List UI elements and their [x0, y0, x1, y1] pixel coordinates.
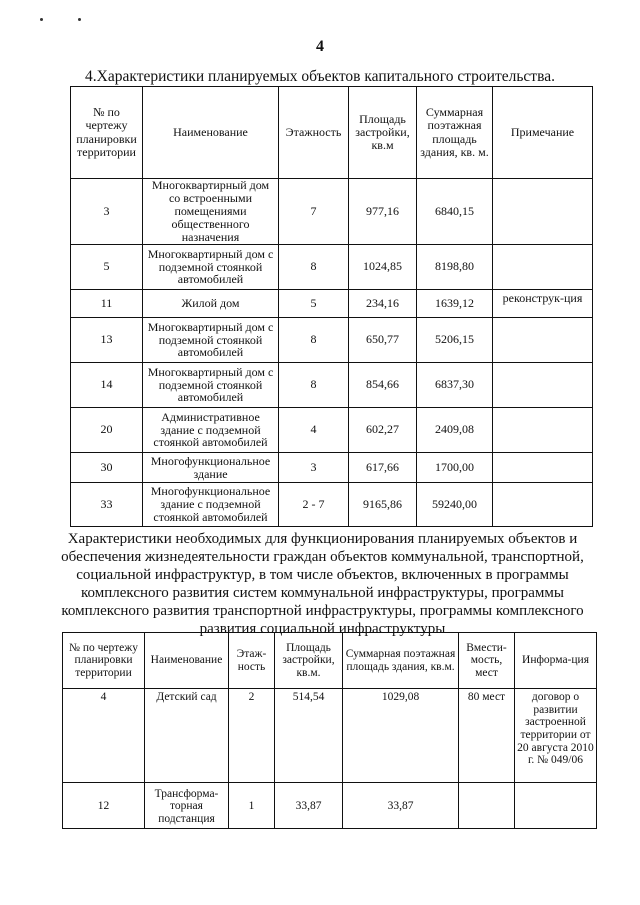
table-row [71, 179, 593, 245]
cell-area: 650,77 [349, 318, 417, 363]
cell-total-area: 1639,12 [417, 290, 493, 318]
cell-capacity [459, 783, 515, 829]
header-total-area: Суммарная поэтажная площадь здания, кв. м. [417, 87, 493, 179]
cell-area: 602,27 [349, 408, 417, 453]
cell-note [493, 318, 593, 363]
cell-floors: 7 [279, 179, 349, 245]
header-capacity: Вмести-мость, мест [459, 633, 515, 689]
cell-name: Многоквартирный дом с подземной стоянкой автомобилей [143, 245, 279, 290]
cell-total-area: 6837,30 [417, 363, 493, 408]
cell-area: 617,66 [349, 453, 417, 483]
cell-name: Многоквартирный дом с подземной стоянкой автомобилей [143, 363, 279, 408]
cell-floors: 8 [279, 318, 349, 363]
header-area: Площадь застройки, кв.м [349, 87, 417, 179]
cell-total-area: 1029,08 [343, 689, 459, 783]
cell-info: договор о развитии застроенной территории от 20 августа 2010 г. № 049/06 [515, 689, 597, 783]
cell-num: 4 [63, 689, 145, 783]
table-row [71, 483, 593, 527]
capital-construction-table [70, 86, 593, 527]
cell-num: 13 [71, 318, 143, 363]
infrastructure-table [62, 632, 597, 829]
cell-num: 3 [71, 179, 143, 245]
table-row [71, 318, 593, 363]
cell-name: Многофункциональное здание с подземной стоянкой автомобилей [143, 483, 279, 527]
scan-speck [40, 18, 43, 21]
table-row [63, 783, 597, 829]
header-area: Площадь застройки, кв.м. [275, 633, 343, 689]
cell-total-area: 33,87 [343, 783, 459, 829]
cell-area: 234,16 [349, 290, 417, 318]
cell-floors: 8 [279, 245, 349, 290]
cell-total-area: 8198,80 [417, 245, 493, 290]
header-name: Наименование [143, 87, 279, 179]
header-name: Наименование [145, 633, 229, 689]
cell-name: Жилой дом [143, 290, 279, 318]
cell-area: 854,66 [349, 363, 417, 408]
cell-total-area: 5206,15 [417, 318, 493, 363]
cell-total-area: 59240,00 [417, 483, 493, 527]
cell-area: 1024,85 [349, 245, 417, 290]
cell-note [493, 179, 593, 245]
cell-floors: 2 [229, 689, 275, 783]
cell-total-area: 6840,15 [417, 179, 493, 245]
cell-floors: 4 [279, 408, 349, 453]
page-number: 4 [316, 38, 324, 55]
header-num: № по чертежу планировки территории [71, 87, 143, 179]
scan-speck [78, 18, 81, 21]
cell-total-area: 1700,00 [417, 453, 493, 483]
cell-floors: 8 [279, 363, 349, 408]
cell-area: 514,54 [275, 689, 343, 783]
cell-area: 33,87 [275, 783, 343, 829]
cell-note [493, 453, 593, 483]
cell-capacity: 80 мест [459, 689, 515, 783]
cell-floors: 5 [279, 290, 349, 318]
cell-floors: 1 [229, 783, 275, 829]
cell-name: Многофункциональное здание [143, 453, 279, 483]
cell-note [493, 408, 593, 453]
cell-name: Административное здание с подземной стоянкой автомобилей [143, 408, 279, 453]
cell-info [515, 783, 597, 829]
cell-num: 33 [71, 483, 143, 527]
header-info: Информа-ция [515, 633, 597, 689]
cell-num: 11 [71, 290, 143, 318]
cell-area: 9165,86 [349, 483, 417, 527]
cell-note [493, 245, 593, 290]
table-row [71, 245, 593, 290]
cell-name: Многоквартирный дом со встроенными помещениями общественного назначения [143, 179, 279, 245]
cell-floors: 2 - 7 [279, 483, 349, 527]
cell-num: 20 [71, 408, 143, 453]
table-row [71, 290, 593, 318]
header-num: № по чертежу планировки территории [63, 633, 145, 689]
cell-name: Трансформа-торная подстанция [145, 783, 229, 829]
table1-title: 4.Характеристики планируемых объектов капитального строительства. [85, 68, 555, 85]
header-floors: Этажность [279, 87, 349, 179]
table-row [71, 363, 593, 408]
header-floors: Этаж-ность [229, 633, 275, 689]
cell-area: 977,16 [349, 179, 417, 245]
cell-note [493, 363, 593, 408]
table-row [71, 408, 593, 453]
cell-total-area: 2409,08 [417, 408, 493, 453]
cell-floors: 3 [279, 453, 349, 483]
cell-name: Детский сад [145, 689, 229, 783]
header-total-area: Суммарная поэтажная площадь здания, кв.м. [343, 633, 459, 689]
table-row [63, 689, 597, 783]
infrastructure-paragraph: Характеристики необходимых для функционирования планируемых объектов и обеспечения жизнедеятельности граждан объектов коммунальной, транспортной, социальной инфраструктур, в том числе объектов, включенных в программы комплексного развития систем коммунальной инфраструктуры, программы комплексного развития транспортной инфраструктуры, программы комплексного развития социальной инфраструктуры [61, 531, 584, 637]
cell-num: 14 [71, 363, 143, 408]
cell-note [493, 483, 593, 527]
cell-note: реконструк-ция [493, 290, 593, 318]
cell-name: Многоквартирный дом с подземной стоянкой автомобилей [143, 318, 279, 363]
cell-num: 5 [71, 245, 143, 290]
table-row [71, 453, 593, 483]
cell-num: 30 [71, 453, 143, 483]
header-note: Примечание [493, 87, 593, 179]
cell-num: 12 [63, 783, 145, 829]
